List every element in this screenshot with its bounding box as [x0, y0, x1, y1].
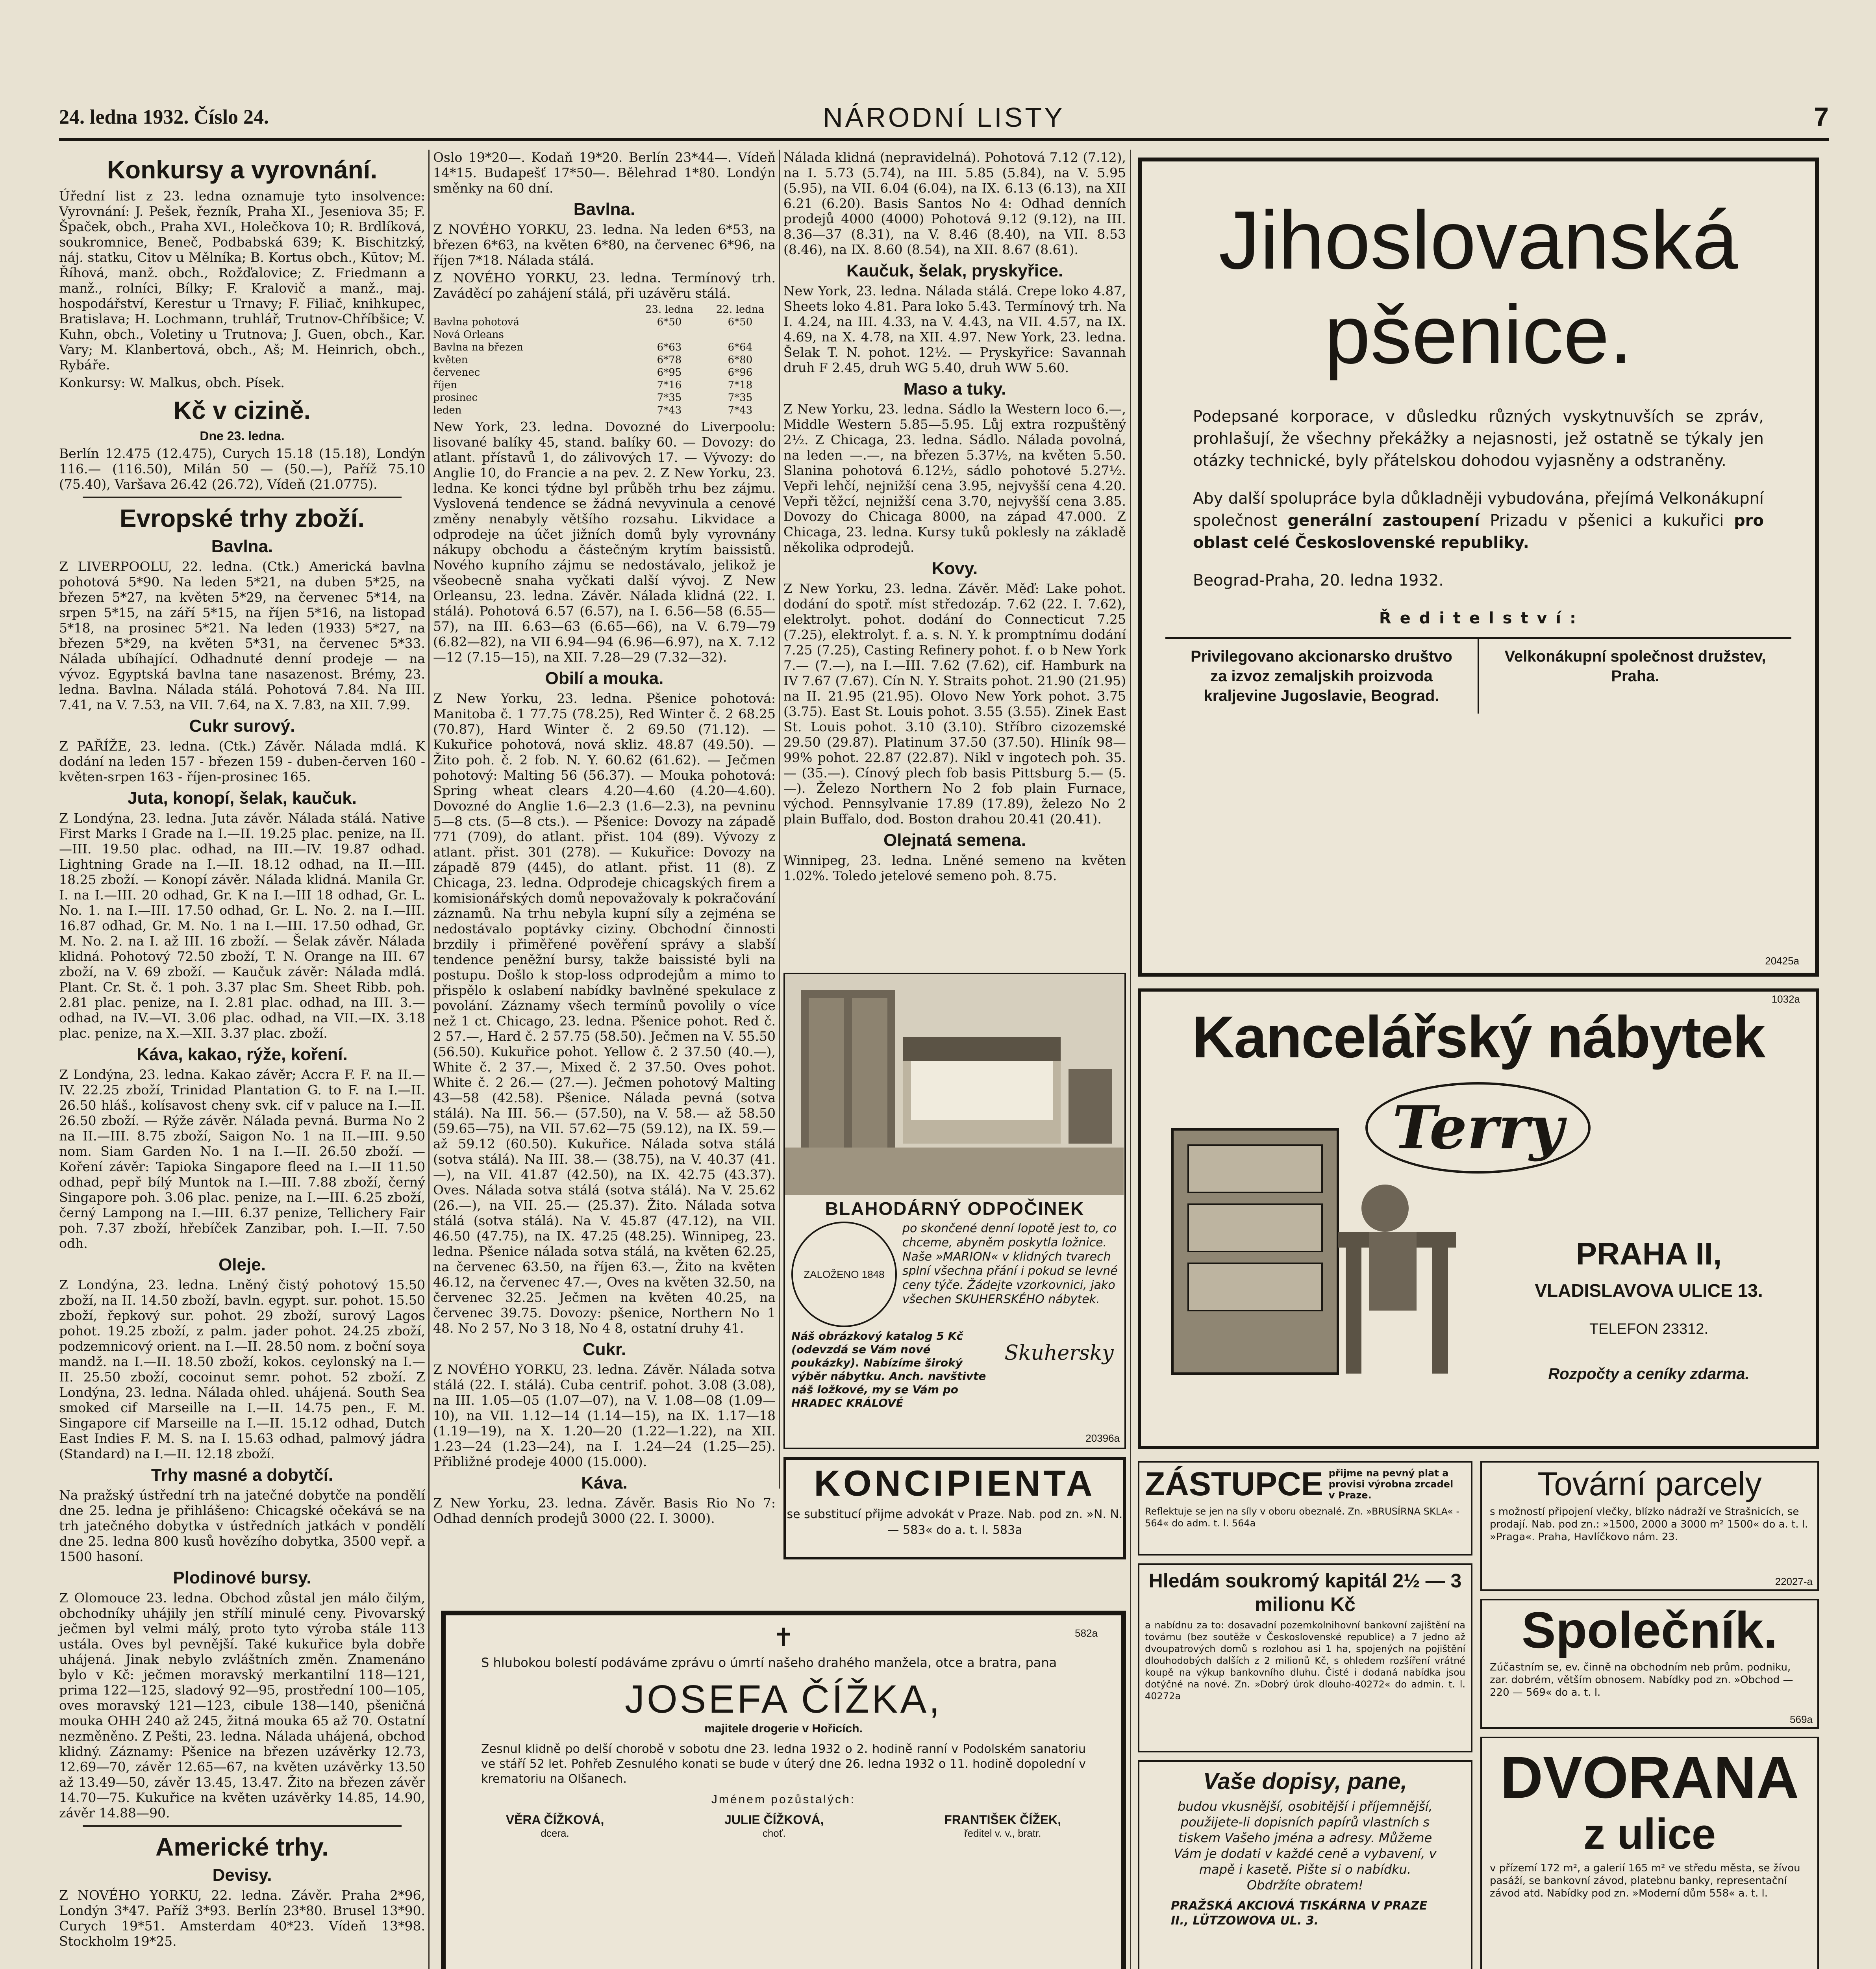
masthead-title: NÁRODNÍ LISTY	[823, 102, 1065, 133]
ad-code: 582a	[1075, 1627, 1098, 1639]
signature-name: FRANTIŠEK ČÍŽEK,	[944, 1813, 1061, 1827]
obituary-cizek-signatures	[446, 1813, 1121, 1839]
nabytek-city: PRAHA II,	[1576, 1236, 1722, 1271]
zastupce-text: Reflektuje se jen na síly v oboru obeznalé. Zn. »BRUSÍRNA SKLA« - 564« do adm. t. l. 564a	[1145, 1506, 1460, 1529]
parcely-ad	[1480, 1461, 1819, 1591]
skuhersky-footer	[785, 1329, 1124, 1410]
kava-kakao-heading: Káva, kakao, rýže, koření.	[137, 1045, 348, 1064]
table-row	[433, 316, 776, 328]
bavlna-us-heading: Bavlna.	[573, 200, 635, 219]
cukr-surovy-text: Z PAŘÍŽE, 23. ledna. (Ctk.) Závěr. Nálada mdlá. K dodání na leden 157 - březen 159 - duben-červen 160 - květen-srpen 163 - říjen-prosinec 165.	[59, 738, 425, 784]
jihoslovanska-ad	[1138, 158, 1819, 977]
signature-role: ředitel v. v., bratr.	[964, 1827, 1041, 1839]
obituary-cizek-name: JOSEFA ČÍŽKA,	[625, 1677, 942, 1721]
koncipienta-ad	[783, 1457, 1126, 1559]
section-separator	[83, 1825, 402, 1827]
parcely-text: s možností připojení vlečky, blízko nádraží ve Strašnicích, se prodají. Nab. pod zn.: »1500, 2000 a 3000 m² 1500« do a. t. l. »Praga«. Praha, Havlíčkovo nám. 23.	[1490, 1506, 1808, 1543]
table-cell: 7*35	[728, 392, 753, 404]
text-part-bold: generální zastoupení	[1287, 512, 1480, 530]
table-header	[433, 303, 776, 316]
skuhersky-ad	[783, 973, 1126, 1449]
column-2	[433, 150, 776, 1526]
plodinove-bursy-heading: Plodinové bursy.	[173, 1568, 311, 1587]
table-cell: prosinec	[433, 392, 478, 404]
devisy-heading: Devisy.	[212, 1865, 272, 1885]
nabytek-footer: Rozpočty a ceníky zdarma.	[1548, 1365, 1750, 1383]
table-cell: červenec	[433, 367, 480, 378]
bavlna-us-text-2: Z NOVÉHO YORKU, 23. ledna. Termínový trh. Zaváděcí po zahájení stálá, při uzávěru stálá.	[433, 270, 776, 301]
table-cell: 7*43	[728, 404, 753, 416]
bavlna-heading: Bavlna.	[211, 537, 273, 556]
kava-continued: Nálada klidná (nepravidelná). Pohotová 7.12 (7.12), na I. 5.73 (5.74), na III. 5.85 (5.84), na V. 5.95 (5.95), na VII. 6.04 (6.04), na IX. 6.13 (6.13), na XII 6.21 (6.20). Basis Santos No 4: Odhad denních prodejů 4000 (4000) Pohotová 9.12 (9.12), na III. 8.36—37 (8.31), na V. 8.46 (8.40), na VII. 8.53 (8.46), na IX. 8.60 (8.54), na XII. 8.67 (8.61).	[783, 150, 1126, 257]
olejnata-text: Winnipeg, 23. ledna. Lněné semeno na květen 1.02%. Toledo jetelové semeno poh. 8.75.	[783, 853, 1126, 883]
table-cell: Nová Orleans	[433, 329, 504, 341]
column-divider	[779, 150, 780, 1489]
kava-kakao-text: Z Londýna, 23. ledna. Kakao závěr; Accra F. F. na II.—IV. 22.25 zboží, Trinidad Plantation G. to F. na I.—II. 26.50 hláš., kolísavost cheny svk. cif v paluce na I.—II. 26.50 zboží. — Rýže závěr. Nálada pevná. Burma No 2 na II.—III. 8.75 zboží, Saigon No. 1 na II.—III. 9.50 nom. Siam Garden No. 1 na I.—II. 26.50 zboží. — Koření závěr: Tapioka Singapore fleed na I.—II 11.50 odhad, pepř bílý Muntok na I.—III. 7.88 zboží, černý Singapore poh. 3.06 plac. penize, na I.—III. 6.25 zboží, černý Lampong na I.—III. 6.37 penize, Tellichery Fair poh. 7.37 zboží, hřebíček Zanzibar, poh. I.—II. 7.50 odh.	[59, 1067, 425, 1251]
cukr-heading: Cukr.	[582, 1340, 626, 1359]
konkursy-footer: Konkursy: W. Malkus, obch. Písek.	[59, 375, 285, 390]
kc-heading: Kč v cizině.	[173, 396, 311, 425]
ad-code: 22027-a	[1775, 1576, 1813, 1587]
table-row	[433, 366, 776, 379]
table-cell: leden	[433, 404, 462, 416]
zastupce-title: ZÁSTUPCE	[1145, 1465, 1323, 1502]
signature-name: JULIE ČÍŽKOVÁ,	[724, 1813, 824, 1827]
table-cell: 6*64	[728, 341, 753, 353]
dvorana-text: v přízemí 172 m², a galerií 165 m² ve středu města, se žívou pasáží, se bankovní závod, platebnu banky, representační závod atd. Nabídky pod zn. »Moderní dům 558« a. t. l.	[1490, 1862, 1800, 1899]
kovy-text: Z New Yorku, 23. ledna. Závěr. Měď: Lake pohot. dodání do spotř. míst středozáp. 7.62 (22. I. 7.62), elektrolyt. pohot. dodání do Connecticut 7.25 (7.25), elektrolyt. f. a. s. N. Y. k promptnímu dodání 7.25 (7.25), Casting Refinery pohot. f. o b New York 7.— (7.—), na I.—III. 7.62 (7.62), cif. Hamburk na IV 7.67 (7.67). Cín N. Y. Straits pohot. 21.90 (21.95) na II. 21.95 (21.95). Olovo New York pohot. 3.75 (3.75). East St. Louis pohot. 3.55 (3.55). Zinek East St. Louis pohot. 3.10 (3.10). Stříbro cizozemské 29.50 (29.87). Platinum 37.50 (37.50). Hliník 98—99% pohot. 22.87 (22.87). Nikl v ingotech poh. 35.— (35.—). Cínový plech fob basis Pittsburg 5.— (5.—). Železo Northern No 2 fob plain Furnace, východ. Pennsylvanie 17.89 (17.89), železo No 2 plain Buffalo, dod. Boston drahou 20.41 (20.41).	[783, 581, 1126, 827]
dopisy-ad	[1138, 1760, 1472, 1969]
table-cell: 6*63	[657, 341, 682, 353]
skuhersky-title: BLAHODÁRNÝ ODPOČINEK	[825, 1198, 1085, 1219]
kapital-text: a nabídnu za to: dosavadní pozemkolnihovní bankovní zajištění na továrnu (bez soutěže v Československé republice) a 7 jedno až dvoupatrových domů s rozlohou asi 1 ha, spojených na pojištění dlouhodobých dalších z 2 milionů Kč, s ohledem rozšíření vrátné koupě na výkup bankovního dluhu. Čisté i dodaná nabídka jsou dotýčné na nové. Zn. »Dobrý úrok dlouho-40272« do admin. t. l. 40272a	[1145, 1620, 1465, 1702]
signature	[944, 1813, 1061, 1839]
dopisy-title: Vaše dopisy, pane,	[1203, 1769, 1407, 1794]
dvorana-ad	[1480, 1737, 1819, 1969]
signature	[506, 1813, 604, 1839]
jihoslovanska-text-2	[1193, 488, 1764, 554]
spolecnik-title: Společník.	[1521, 1601, 1778, 1659]
koncipienta-text: se substitucí přijme advokát v Praze. Nab. pod zn. »N. N. — 583« do a. t. l. 583a	[787, 1507, 1123, 1537]
obituary-cizek-intro: S hlubokou bolestí podáváme zprávu o úmrtí našeho drahého manžela, otce a bratra, pana	[481, 1655, 1057, 1670]
dopisy-text: budou vkusnější, osobitější i příjemnější, použijete-li dopisních papírů vlastních s tiskem Vašeho jména a adresy. Můžeme Vám je dodati v každé ceně a vybavení, v mapě i kasetě. Pište si o nabídku. Obdržíte obratem!	[1174, 1799, 1437, 1893]
evropske-trhy-heading: Evropské trhy zboží.	[119, 504, 365, 532]
table-cell: 7*16	[657, 379, 682, 391]
skuhersky-text-2: Náš obrázkový katalog 5 Kč (odevzdá se Vám nové poukázky). Nabízíme široký výběr nábytku. Anch. navštivte náš ložkové, my se Vám po HRADEC KRÁLOVÉ	[791, 1329, 986, 1409]
zastupce-header	[1139, 1463, 1471, 1505]
spolecnik-text: Zúčastním se, ev. činně na obchodním neb prům. podniku, zar. dobrém, větším obnosem. Nabídky pod zn. »Obchod — 220 — 569« do a. t. l.	[1490, 1661, 1793, 1698]
nabytek-ad	[1138, 988, 1819, 1449]
desk-illustration	[1165, 1090, 1472, 1429]
devisy-text: Z NOVÉHO YORKU, 22. ledna. Závěr. Praha 2*96, Londýn 3*47. Paříž 3*93. Berlín 23*80. Brusel 13*90. Curych 19*51. Amsterdam 40*23. Vídeň 13*98. Stockholm 19*25.	[59, 1887, 425, 1949]
table-row	[433, 341, 776, 354]
obituary-cizek	[441, 1611, 1126, 1969]
nabytek-phone: TELEFON 23312.	[1589, 1321, 1709, 1337]
jihoslovanska-title: Jihoslovanská	[1219, 194, 1738, 286]
zastupce-ad	[1138, 1461, 1472, 1556]
table-cell: 6*50	[657, 316, 682, 328]
section-separator	[83, 497, 402, 498]
table-row	[433, 391, 776, 404]
obituary-cizek-text: Zesnul klidně po delší chorobě v sobotu dne 23. ledna 1932 o 2. hodině ranní v Podolském sanatoriu ve stáří 52 let. Pohřeb Zesnulého konati se bude v úterý dne 26. ledna 1932 o 11. hodině dopolední v krematoriu na Olšanech.	[481, 1742, 1086, 1786]
signature-role: choť.	[762, 1827, 786, 1839]
skuhersky-signature: Skuhersky	[1004, 1341, 1114, 1365]
nabytek-street: VLADISLAVOVA ULICE 13.	[1535, 1280, 1763, 1301]
kapital-title: Hledám soukromý kapitál 2½ — 3 milionu Kč	[1148, 1570, 1462, 1615]
zastupce-subtitle: přijme na pevný plat a provisi výrobna zrcadel v Praze.	[1328, 1467, 1454, 1501]
table-cell: 7*43	[657, 404, 682, 416]
column-divider	[428, 150, 430, 1969]
bavlna-text: Z LIVERPOOLU, 22. ledna. (Ctk.) Americká bavlna pohotová 5*90. Na leden 5*21, na duben 5*25, na březen 5*27, na květen 5*29, na červenec 5*14, na srpen 5*15, na září 5*15, na říjen 5*16, na listopad 5*18, na prosinec 5*21. Na leden (1933) 5*27, na březen 5*29, na květen 5*31, na červenec 5*33. Nálada ubíhající. Odhadnuté denní prodeje — na vývoz. Egyptská bavlna tane nasazenost. Brémy, 23. ledna. Bavlna. Nálada stálá. Pohotová 7.84. Na III. 7.41, na V. 7.53, na VII. 7.64, na X. 7.83, na XII. 7.99.	[59, 559, 425, 712]
ad-code: 569a	[1790, 1713, 1813, 1725]
bedroom-illustration	[785, 974, 1124, 1195]
juta-heading: Juta, konopí, šelak, kaučuk.	[128, 788, 357, 808]
dvorana-subtitle: z ulice	[1583, 1810, 1716, 1858]
table-cell: 7*35	[657, 392, 682, 404]
table-cell: květen	[433, 354, 468, 366]
olejnata-heading: Olejnatá semena.	[883, 831, 1026, 850]
table-cell: 6*50	[728, 316, 753, 328]
kaucuk-text: New York, 23. ledna. Nálada stálá. Crepe loko 4.87, Sheets loko 4.81. Para loko 5.43. Termínový trh. Na I. 4.24, na III. 4.33, na V. 4.43, na VII. 4.57, na IX. 4.69, na X. 4.78, na XII. 4.97. New York, 23. ledna. Šelak T. N. pohot. 12½. — Pryskyřice: Savannah druh F 2.45, druh WG 5.40, druh WW 5.60.	[783, 283, 1126, 375]
spolecnik-ad	[1480, 1599, 1819, 1729]
devisy-continued: Oslo 19*20—. Kodaň 19*20. Berlín 23*44—. Vídeň 14*15. Budapešť 17*50—. Bělehrad 1*80. Londýn směnky na 60 dní.	[433, 150, 776, 196]
cukr-surovy-heading: Cukr surový.	[189, 716, 295, 736]
table-header-cell: 23. ledna	[645, 304, 694, 315]
seal-logo: ZALOŽENO 1848	[791, 1222, 897, 1327]
americke-trhy-heading: Americké trhy.	[156, 1833, 329, 1861]
jihoslovanska-text-1: Podepsané korporace, v důsledku různých vyskytnuvších se zpráv, prohlašují, že všechny překážky a nejasnosti, jež ostatně se týkaly jen otázky technické, byly přátelskou dohodou vyjasněny a odstraněny.	[1193, 408, 1764, 470]
table-cell: 6*96	[728, 367, 753, 378]
table-cell: Bavlna na březen	[433, 341, 523, 353]
ad-code: 1032a	[1771, 993, 1800, 1005]
jihoslovanska-subtitle: pšenice.	[1324, 288, 1633, 381]
jihoslovanska-signatures	[1165, 637, 1791, 714]
obituary-cizek-pozustali: Jménem pozůstalých:	[711, 1793, 856, 1806]
signature	[724, 1813, 824, 1839]
bavlna-table	[433, 303, 776, 417]
table-row	[433, 404, 776, 417]
signature-name: VĚRA ČÍŽKOVÁ,	[506, 1813, 604, 1827]
issue-date: 24. ledna 1932. Číslo 24.	[59, 106, 269, 128]
obituary-cizek-sub: majitele drogerie v Hořicích.	[704, 1722, 863, 1735]
table-row	[433, 354, 776, 366]
table-header-cell: 22. ledna	[716, 304, 765, 315]
page-header	[59, 98, 1829, 142]
table-row	[433, 328, 776, 341]
kc-text: Berlín 12.475 (12.475), Curych 15.18 (15.18), Londýn 116.— (116.50), Milán 50 — (50.—), Paříž 75.10 (75.40), Varšava 26.42 (26.72), Vídeň (21.0775).	[59, 446, 425, 492]
cukr-text: Z NOVÉHO YORKU, 23. ledna. Závěr. Nálada sotva stálá (22. I. stálá). Cuba centrif. pohot. 3.08 (3.08), na III. 1.05—05 (1.07—07), na V. 1.08—08 (1.09—10), na VII. 1.12—14 (1.14—15), na IX. 1.17—18 (1.19—19), na X. 1.20—20 (1.22—1.22), na XII. 1.23—24 (1.23—24), na I. 1.24—24 (1.25—25). Přibližné prodeje 4000 (15.000).	[433, 1362, 776, 1469]
trhy-masne-heading: Trhy masné a dobytčí.	[151, 1465, 333, 1485]
header-rule	[59, 138, 1829, 141]
text-part: Prizadu v pšenici a kukuřici	[1480, 512, 1734, 530]
table-cell: 6*95	[657, 367, 682, 378]
column-1	[59, 150, 425, 1969]
table-cell: Bavlna pohotová	[433, 316, 520, 328]
kaucuk-heading: Kaučuk, šelak, pryskyřice.	[846, 261, 1063, 280]
signature-right: Velkonákupní společnost družstev, Praha.	[1504, 648, 1766, 685]
signature-left: Privilegovano akcionarsko društvo za izvoz zemaljskih proizvoda kraljevine Jugoslavie, Beograd.	[1191, 648, 1452, 705]
text-part: Aby další spolupráce byla důkladněji vybudována, přejímá Velkonákupní společnost	[1193, 489, 1764, 530]
column-divider	[1130, 150, 1131, 1969]
table-cell: říjen	[433, 379, 457, 391]
table-row	[433, 379, 776, 391]
skuhersky-text: po skončené denní lopotě jest to, co chceme, abyněm poskytla ložnice. Naše »MARION« v klidných tvarech splní všechna přání i pokud se levné ceny týče. Žádejte vzorkovnici, jako všechen SKUHERSKÉHO nábytek.	[902, 1222, 1118, 1306]
jihoslovanska-place: Beograd-Praha, 20. ledna 1932.	[1193, 571, 1444, 590]
maso-text: Z New Yorku, 23. ledna. Sádlo la Western loco 6.—, Middle Western 5.85—5.95. Lůj extra rozpuštěný 2½. Z Chicaga, 23. ledna. Sádlo. Nálada povolná, na leden —.—, na březen 5.37½, na květen 5.50. Slanina pohotová 6.12½, sádlo pohotové 5.27½. Vepři lehčí, nejnižší cena 3.95, nejvyšší cena 4.20. Vepři těžcí, nejnižší cena 3.70, nejvyšší cena 3.85. Dovozy do Chicaga 8000, na západ 47.000. Z Chicaga, 23. ledna. Kursy tuků poklesly na základě několika odprodejů.	[783, 401, 1126, 555]
plodinove-bursy-text: Z Olomouce 23. ledna. Obchod zůstal jen málo čilým, obchodníky uhájily jen střílí minulé ceny. Pivovarský ječmen byl velmi málý, proto tyto výroba stále 113 ustála. Oves byl pevnější. Také kukuřice byla dobře uhájená. Jinak nebylo zvláštních změn. Znamenáno bylo v Kč: ječmen moravský merkantilní 118—121, prima 122—125, sladový 92—95, prostřední 100—105, oves moravský 121—123, cibule 138—140, pšeničná mouka OHH 240 až 245, žitná mouka 65 až 70. Ostatní nezměněno. Z Pešti, 23. ledna. Nálada uhájená, obchod klidný. Záznamy: Pšenice na březen uzávěrky 12.73, 12.69—70, závěr 12.65—67, na květen uzávěrky 13.50 až 13.49—50, závěr 13.45, 13.47. Žito na březen závěr 14.70—75. Kukuřice na květen uzávěrky 14.85, 14.90, závěr 14.88—90.	[59, 1590, 425, 1821]
bavlna-us-text: Z NOVÉHO YORKU, 23. ledna. Na leden 6*53, na březen 6*63, na květen 6*80, na červenec 6*96, na říjen 7*18. Nálada stálá.	[433, 222, 776, 268]
dvorana-title: DVORANA	[1500, 1744, 1799, 1810]
skuhersky-body	[785, 1219, 1124, 1329]
ad-code: 20396a	[1085, 1432, 1120, 1444]
jihoslovanska-body	[1142, 382, 1815, 629]
maso-heading: Maso a tuky.	[903, 379, 1006, 399]
kava-text: Z New Yorku, 23. ledna. Závěr. Basis Rio No 7: Odhad denních prodejů 3000 (22. I. 3000).	[433, 1495, 776, 1526]
juta-text: Z Londýna, 23. ledna. Juta závěr. Nálada stálá. Native First Marks I Grade na I.—II. 19.25 plac. penize, na II.—III. 19.50 plac. odhad, na III.—IV. 19.87 odhad. Lightning Grade na I.—II. 18.12 odhad, na II.—III. 18.25 zboží. — Konopí závěr. Nálada klidná. Manila Gr. I. na I.—III. 20 odhad, Gr. K na I.—III 18 odhad, Gr. L. No. 1. na I.—III. 17.50 odhad, Gr. L. No. 2. na I.—III. 16.87 odhad, Gr. M. No. 1 na I.—III. 17.50 odhad, Gr. M. No. 2. na I. až III. 16 zboží. — Šelak závěr. Nálada klidná. Pohotový 72.50 zboží, T. N. Orange na III. 67 zboží, na V. 69 zboží. — Kaučuk závěr: Nálada mdlá. Plant. Cr. St. č. 1 poh. 3.37 plac Sm. Sheet Ribb. poh. 2.81 plac. penize, na I. 2.81 plac. odhad, na III. 3.— odhad, na IV.—VI. 3.06 plac. odhad, na VII.—IX. 3.18 plac. penize, na X.—XII. 3.37 plac. zboží.	[59, 810, 425, 1041]
parcely-title: Tovární parcely	[1537, 1465, 1762, 1502]
koncipienta-title: KONCIPIENTA	[814, 1463, 1096, 1504]
table-cell	[705, 328, 776, 341]
table-cell: 7*18	[728, 379, 753, 391]
page-number: 7	[1814, 102, 1829, 132]
oleje-text: Z Londýna, 23. ledna. Lněný čistý pohotový 15.50 zboží, na II. 14.50 zboží, bavln. egypt. sur. pohot. 15.50 zboží, řepkový sur. pohot. 29 zboží, surový Lagos pohot. 19.25 zboží, z palm. jader pohot. 24.25 zboží, podzemnicový orient. na I.—II. 28.50 nom. z boční soya mandž. na I.—II. 18.50 zboží, kokos. ceylonský na I.—II. 25.50 zboží, cocoinut semr. pohot. 52 zboží. Z Londýna, 23. ledna. Nálada ohled. uhájená. South Sea smoked cif Marseille na I.—II. 14.75 pen., F. M. Singapore cif Marseille na I.—II. 15.12 odhad, Dutch East Indies F. M. S. na I. 15.63 odhad, palmový jádra (Standard) na I.—II. 12.18 zboží.	[59, 1277, 425, 1461]
table-cell	[634, 328, 705, 341]
nabytek-address	[1495, 1236, 1802, 1383]
nabytek-title: Kancelářský nábytek	[1192, 1004, 1765, 1070]
oleje-heading: Oleje.	[219, 1255, 266, 1274]
kava-heading: Káva.	[581, 1473, 628, 1493]
signature-role: dcera.	[541, 1827, 569, 1839]
obili-heading: Obilí a mouka.	[545, 669, 664, 688]
text-part-bold: pro oblast celé Československé republiky.	[1193, 512, 1764, 552]
ad-code: 20425a	[1765, 955, 1799, 967]
table-cell: 6*80	[728, 354, 753, 366]
jihoslovanska-reditelstvi: Ř e d i t e l s t v í :	[1379, 609, 1578, 627]
cross-icon: ✝	[773, 1623, 794, 1652]
terry-logo: Terry	[1365, 1082, 1591, 1174]
obili-text: Z New Yorku, 23. ledna. Pšenice pohotová: Manitoba č. 1 77.75 (78.25), Red Winter č. 2 68.25 (70.87), Hard Winter č. 2 69.50 (71.12). — Kukuřice pohotová, nová skliz. 48.87 (49.50). — Žito poh. č. 2 fob. N. Y. 60.62 (61.62). — Ječmen pohotový: Malting 56 (56.37). — Mouka pohotová: Spring wheat clears 4.20—4.60 (4.20—4.60). Dovozné do Anglie 1.6—2.3 (1.6—2.3), na pevninu 5—8 cts. (5—8 cts.). — Pšenice: Dovozy na západě 771 (709), do atlant. přist. 104 (89). Vývozy z atlant. přist. 301 (278). — Kukuřice: Dovozy na západě 879 (445), do atlant. přist. 11 (8). Z Chicaga, 23. ledna. Odprodeje chicagských firem a komisionářských domů nepovažovaly k pokračování záznamů. Na trhu nebyla kupní síly a zejména se nedostávalo poptávky ciziny. Obchodní činnosti brzdily i přiměřené pověření správy a slabší tendence peněžní bursy, takže baissisté byli na postupu. Došlo k stop-loss odprodejům a mimo to přispělo k oslabení nabídky bavlněné spekulace z povolání. Záznamy všech termínů povolily o více než 1 ct. Chicago, 23. ledna. Pšenice pohot. Red č. 2 57.—, Hard č. 2 57.75 (58.50). Ječmen na V. 55.50 (56.50). Kukuřice pohot. Yellow č. 2 37.50 (40.—), White č. 2 37.—, Mixed č. 2 37.50. Oves pohot. White č. 2 26.— (27.—). Ječmen pohotový Malting 43—58 (42.58). Pšenice. Nálada pevná (sotva stálá). Na III. 56.— (57.50), na V. 58.— až 58.50 (59.65—75), na VII. 57.62—75 (59.12), na IX. 59.— až 59.12 (60.50). Kukuřice. Nálada sotva stálá (sotva stálá). Na III. 38.— (38.75), na V. 40.37 (41.—), na VII. 41.87 (42.50), na IX. 42.75 (43.37). Oves. Nálada sotva stálá (sotva stálá). Na V. 25.62 (26.—), na VII. 25.— (25.37). Žito. Nálada sotva stálá (sotva stálá). Na V. 45.87 (47.12), na VII. 46.50 (47.75), na IX. 47.25 (48.25). Winnipeg, 23. ledna. Pšenice nálada sotva stálá, na květen 62.25, na červenec 63.50, na říjen 63.—, Žito na květen 46.12, na červenec 47.—, Oves na květen 32.50, na červenec 32.25. Ječmen na květen 40.25, na červenec 39.75. Dovozy: pšenice, Northern No 1 48. No 2 57, No 3 18, No 4 8, ostatní druhy 41.	[433, 691, 776, 1336]
table-body	[433, 316, 776, 417]
konkursy-heading: Konkursy a vyrovnání.	[107, 156, 378, 184]
dopisy-footer: PRAŽSKÁ AKCIOVÁ TISKÁRNA V PRAZE II., LÜTZOWOVA UL. 3.	[1171, 1899, 1428, 1928]
table-cell: 6*78	[657, 354, 682, 366]
trhy-masne-text: Na pražský ústřední trh na jatečné dobytče na pondělí dne 25. ledna je přihlášeno: Chicagské očekává se na trh jatečného dobytka v ústředních jatkách v pondělí dne 25. ledna 800 kusů hovězího dobytka, 3500 vepř. a 1500 hasoní.	[59, 1487, 425, 1564]
kc-date: Dne 23. ledna.	[200, 429, 285, 443]
kovy-heading: Kovy.	[932, 559, 978, 578]
ny-cotton-text: New York, 23. ledna. Dovozné do Liverpoolu: lisované balíky 45, stand. balíky 60. — Dovozy: do atlant. přístavů 1, do zálivových 17. — Vývozy: do Anglie 10, do Francie a na pev. 2. Z New Yorku, 23. ledna. Ke konci týdne byl průběh trhu bez zájmu. Vyslovená tendence se žádná nevyvinula a cenové změny nenabyly většího rozsahu. Likvidace a odprodeje na účet jižních domů byly vyrovnány nákupy obchodu a částečným krytím baissistů. Nového kupního zájmu se nedostávalo, jelikož je všeobecně snaha vyčkati další vývoj. Z New Orleansu, 23. ledna. Závěr. Nálada klidná (22. I. stálá). Pohotová 6.57 (6.57), na I. 6.56—58 (6.55—57), na III. 6.63—63 (6.65—66), na V. 6.79—79 (6.82—82), na VII 6.94—94 (6.96—6.97), na X. 7.12—12 (7.15—15), na XII. 7.28—29 (7.32—32).	[433, 419, 776, 665]
konkursy-text: Úřední list z 23. ledna oznamuje tyto insolvence: Vyrovnání: J. Pešek, řezník, Praha XI., Jeseniova 35; F. Špaček, obch., Praha XVI., Holečkova 10; R. Brdlíková, soukromnice, Beneč, Podbabská 639; K. Bischitzký, náj. statku, Citov u Mělníka; B. Kortus obch., Kūtov; M. Říhová, manž. obch., Rožďalovice; Z. Friedmann a manž., rolníci, Bílky; F. Kralovič a manž., maj. hospodářství, Kerestur u Trnavy; F. Filiač, knihkupec, Bratislava; H. Lochmann, truhlář, Trutnov-Chříbšice; V. Kuhn, obch., Voletiny u Trutnova; J. Guen, obch., Kar. Vary; M. Klanbertová, obch., Aš; M. Heinrich, obch., Rybáře.	[59, 188, 425, 373]
kapital-ad	[1138, 1563, 1472, 1752]
